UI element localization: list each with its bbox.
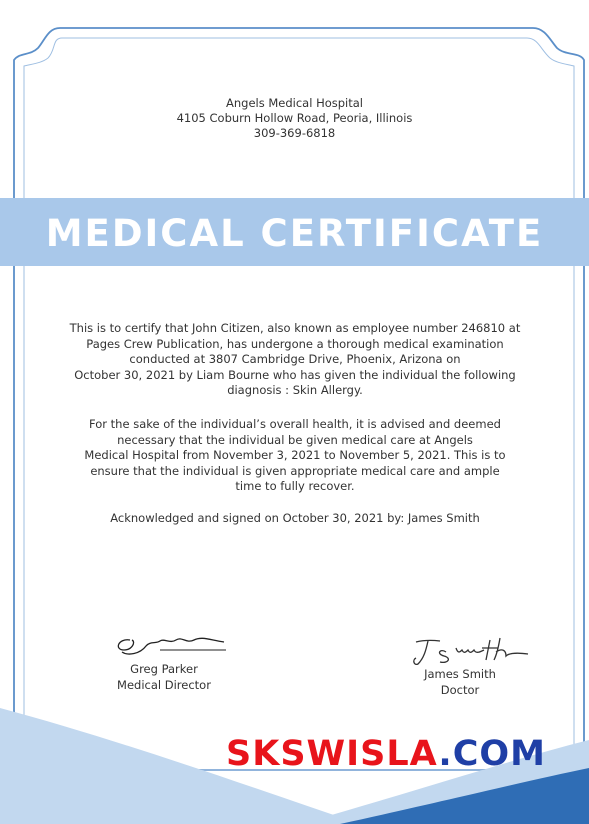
signatory-role: Medical Director <box>117 677 211 692</box>
paragraph-line: Medical Hospital from November 3, 2021 to November 5, 2021. This is to <box>84 448 506 462</box>
signatory-name: James Smith <box>424 667 496 681</box>
watermark-suffix: .COM <box>438 734 546 774</box>
paragraph-line: For the sake of the individual’s overall health, it is advised and deemed <box>89 417 501 431</box>
recommendation-paragraph <box>60 417 530 495</box>
paragraph-line: October 30, 2021 by Liam Bourne who has given the individual the following <box>74 367 516 382</box>
acknowledgement-text: Acknowledged and signed on October 30, 2021 by: James Smith <box>110 511 480 525</box>
signatory-left <box>94 662 234 693</box>
certificate-title: MEDICAL CERTIFICATE <box>45 212 544 255</box>
paragraph-line: conducted at 3807 Cambridge Drive, Phoenix, Arizona on <box>129 352 461 366</box>
signature-greg-parker <box>118 638 226 654</box>
hospital-phone: 309-369-6818 <box>253 126 336 140</box>
paragraph-line: Pages Crew Publication, has undergone a thorough medical examination <box>86 336 504 351</box>
paragraph-line: diagnosis : Skin Allergy. <box>227 383 363 397</box>
paragraph-line: time to fully recover. <box>235 479 355 493</box>
watermark <box>226 734 546 774</box>
paragraph-line: ensure that the individual is given appropriate medical care and ample <box>90 463 500 478</box>
hospital-address: 4105 Coburn Hollow Road, Peoria, Illinois <box>176 111 413 125</box>
signatory-name: Greg Parker <box>130 662 198 676</box>
signatory-role: Doctor <box>440 682 480 697</box>
paragraph-line: This is to certify that John Citizen, also known as employee number 246810 at <box>69 321 521 335</box>
hospital-name: Angels Medical Hospital <box>225 96 363 110</box>
signature-james-smith <box>414 638 528 664</box>
watermark-main: SKSWISLA <box>226 734 439 774</box>
certification-paragraph <box>60 321 530 399</box>
signatory-right <box>390 667 530 698</box>
paragraph-line: necessary that the individual be given medical care at Angels <box>117 432 473 447</box>
